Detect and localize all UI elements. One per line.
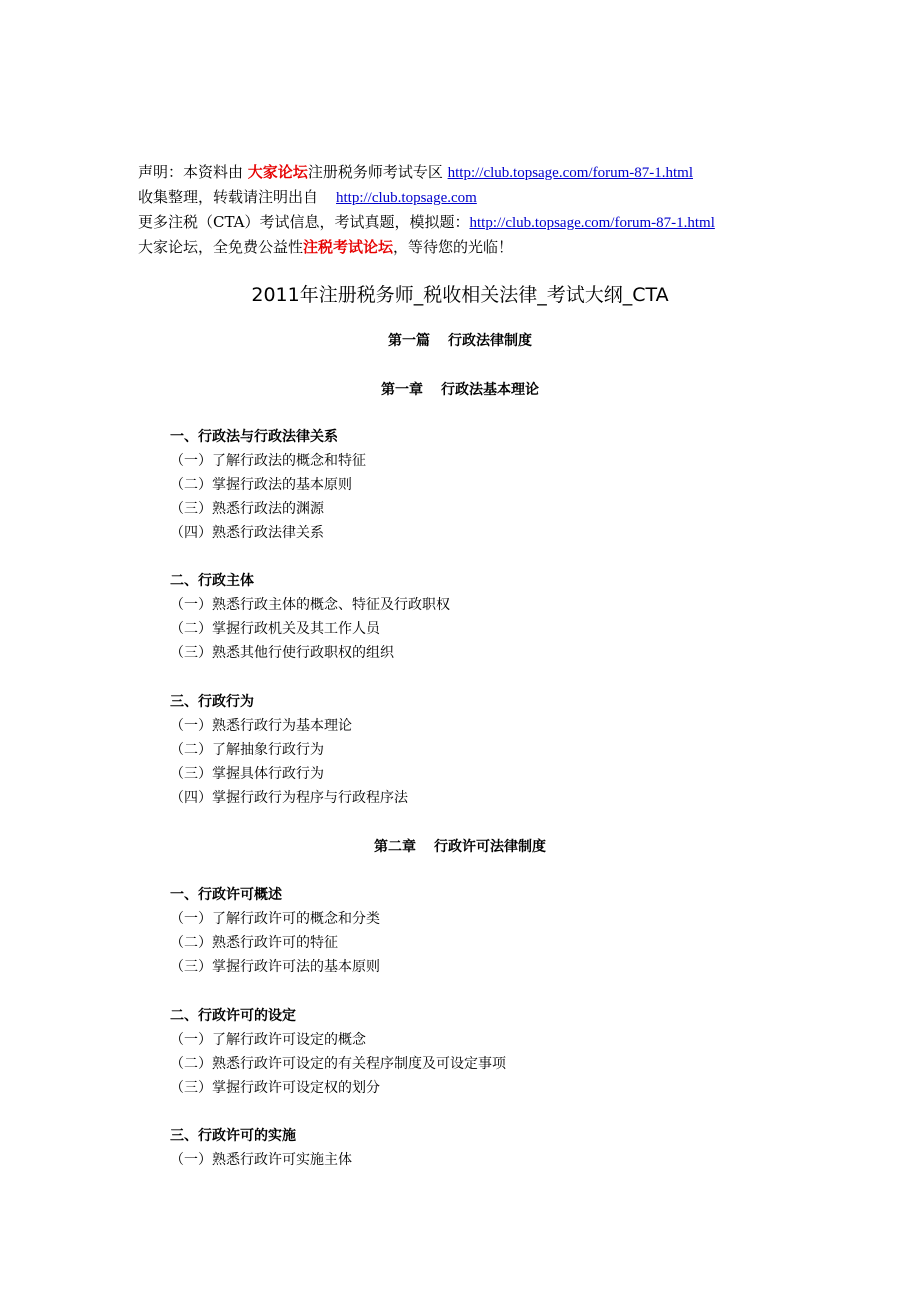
disclaimer-line-4 (138, 235, 898, 259)
disclaimer-line-3 (138, 210, 898, 235)
document-title: 2011年注册税务师_税收相关法律_考试大纲_CTA (251, 284, 669, 306)
list-item: （四）熟悉行政法律关系 (170, 525, 324, 541)
disclaimer (138, 160, 898, 259)
part-heading (0, 330, 920, 352)
list-item: （二）掌握行政法的基本原则 (170, 477, 352, 493)
list-item: （一）了解行政许可设定的概念 (170, 1032, 366, 1048)
chapter-2-section-2 (170, 1004, 870, 1100)
chapter-2-section-3 (170, 1124, 870, 1172)
disclaimer-more-text: 更多注税（CTA）考试信息，考试真题，模拟题： (138, 213, 470, 231)
exam-forum-link[interactable]: http://club.topsage.com/forum-87-1.html (469, 215, 715, 231)
list-item: （二）熟悉行政许可设定的有关程序制度及可设定事项 (170, 1056, 506, 1072)
list-item: （一）了解行政法的概念和特征 (170, 453, 366, 469)
chapter-2-section-1 (170, 883, 870, 979)
list-item: （一）了解行政许可的概念和分类 (170, 911, 380, 927)
tax-forum-brand: 注税考试论坛 (303, 238, 394, 256)
disclaimer-line-2 (138, 185, 898, 210)
disclaimer-prefix: 声明：本资料由 (138, 163, 244, 181)
chapter-1-section-2 (170, 569, 870, 665)
part-number: 第一篇 (388, 333, 430, 349)
list-item: （一）熟悉行政许可实施主体 (170, 1152, 352, 1168)
section-heading: 二、行政主体 (170, 573, 254, 589)
disclaimer-welcome-suffix: ，等待您的光临！ (393, 238, 514, 256)
chapter-1-section-1 (170, 425, 870, 545)
section-heading: 一、行政法与行政法律关系 (170, 429, 338, 445)
part-name: 行政法律制度 (448, 333, 532, 349)
forum-brand: 大家论坛 (247, 163, 308, 181)
section-heading: 一、行政许可概述 (170, 887, 282, 903)
list-item: （三）掌握行政许可法的基本原则 (170, 959, 380, 975)
list-item: （一）熟悉行政行为基本理论 (170, 718, 352, 734)
section-heading: 二、行政许可的设定 (170, 1008, 296, 1024)
chapter-heading-1 (0, 379, 920, 401)
list-item: （三）熟悉其他行使行政职权的组织 (170, 645, 394, 661)
list-item: （三）熟悉行政法的渊源 (170, 501, 324, 517)
section-heading: 三、行政许可的实施 (170, 1128, 296, 1144)
list-item: （三）掌握具体行政行为 (170, 766, 324, 782)
list-item: （一）熟悉行政主体的概念、特征及行政职权 (170, 597, 450, 613)
disclaimer-middle: 注册税务师考试专区 (307, 163, 443, 181)
chapter-number: 第一章 (381, 382, 423, 398)
list-item: （四）掌握行政行为程序与行政程序法 (170, 790, 408, 806)
list-item: （三）掌握行政许可设定权的划分 (170, 1080, 380, 1096)
chapter-name: 行政许可法律制度 (434, 839, 546, 855)
chapter-name: 行政法基本理论 (441, 382, 539, 398)
disclaimer-welcome-prefix: 大家论坛，全免费公益性 (138, 238, 304, 256)
list-item: （二）掌握行政机关及其工作人员 (170, 621, 380, 637)
chapter-heading-2 (0, 836, 920, 858)
list-item: （二）熟悉行政许可的特征 (170, 935, 338, 951)
chapter-number: 第二章 (374, 839, 416, 855)
disclaimer-line-1 (138, 160, 898, 185)
section-heading: 三、行政行为 (170, 694, 254, 710)
list-item: （二）了解抽象行政行为 (170, 742, 324, 758)
chapter-1-section-3 (170, 690, 870, 810)
forum-link[interactable]: http://club.topsage.com/forum-87-1.html (447, 165, 693, 181)
club-home-link[interactable]: http://club.topsage.com (336, 190, 477, 206)
disclaimer-source-text: 收集整理，转载请注明出自 (138, 188, 319, 206)
